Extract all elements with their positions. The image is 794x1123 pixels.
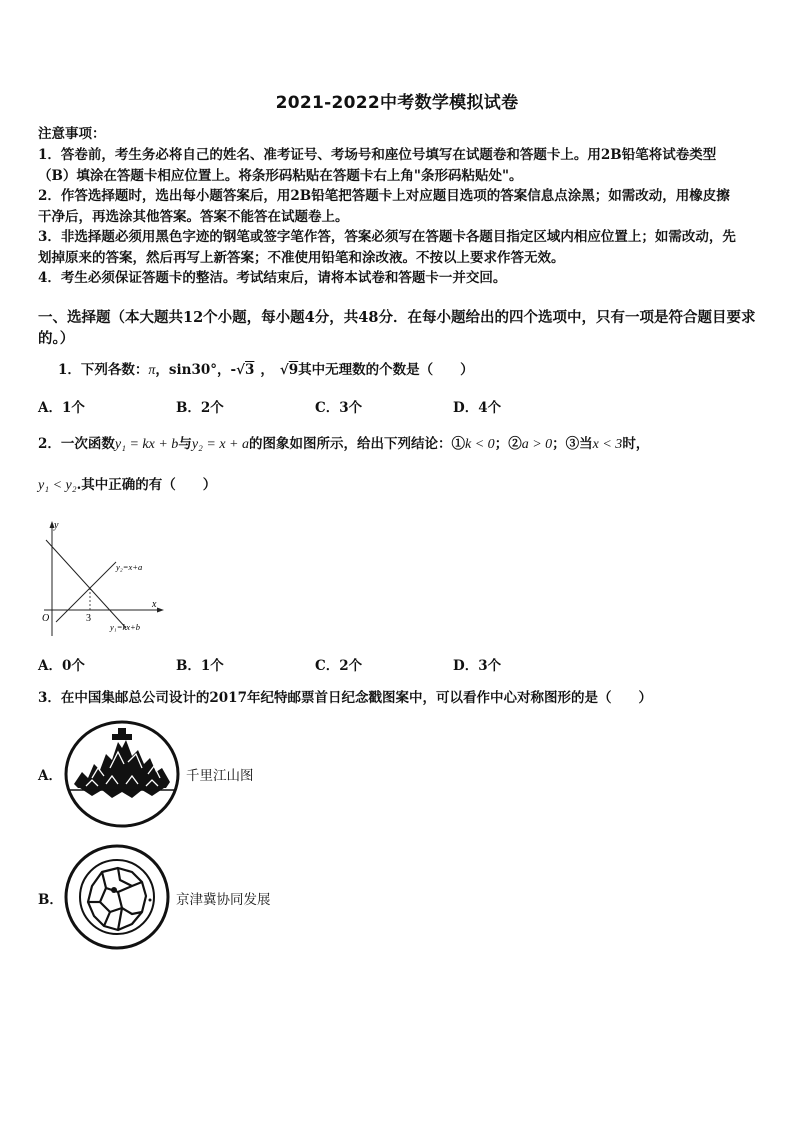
q2-option-b[interactable]: B．1个 <box>176 658 224 674</box>
notice-line-5: 3．非选择题必须用黑色字迹的钢笔或签字笔作答，答案必须写在答题卡各题目指定区域内相应位置上；如需改动，先 <box>38 229 736 245</box>
stamp-a-image <box>62 718 186 830</box>
x-axis-arrow <box>157 608 164 613</box>
q1-option-d[interactable]: D．4个 <box>453 400 502 416</box>
tick-3-label: 3 <box>86 613 91 624</box>
q1-sin: ，sin30°，- <box>155 362 237 378</box>
q2-function-2: y₂ = x + a <box>191 437 250 452</box>
stamp-b-image <box>62 842 172 952</box>
q2-option-a[interactable]: A．0个 <box>38 658 85 674</box>
y1-label: y₁=kx+b <box>110 622 140 632</box>
q1-pi: π <box>148 363 156 378</box>
region-map <box>88 868 146 930</box>
q2-conclusion-1: k < 0 <box>465 437 495 452</box>
y2-label: y₂=x+a <box>116 562 143 572</box>
q3-option-b-caption: 京津冀协同发展 <box>176 892 271 908</box>
notice-line-2: （B）填涂在答题卡相应位置上。将条形码粘贴在答题卡右上角"条形码粘贴处"。 <box>38 168 523 184</box>
q2-function-1: y₁ = kx + b <box>114 437 179 452</box>
q1-sqrt3: √3 <box>236 362 255 378</box>
origin-label: O <box>42 613 50 624</box>
notice-line-4: 干净后，再选涂其他答案。答案不能答在试题卷上。 <box>38 209 349 225</box>
y-axis-label: y <box>54 520 59 531</box>
q1-suffix: 其中无理数的个数是（ ） <box>298 362 474 378</box>
q3-option-b-letter[interactable]: B． <box>38 892 63 908</box>
q1-prefix: 1．下列各数： <box>58 362 149 378</box>
question-3: 3．在中国集邮总公司设计的2017年纪特邮票首日纪念戳图案中，可以看作中心对称图形的是（ ） <box>38 690 652 706</box>
question-1: 1．下列各数：π，sin30°，-√3 ， √9其中无理数的个数是（ ） <box>58 362 474 378</box>
stamp-b-inner-circle <box>80 860 154 934</box>
q1-sqrt9: √9 <box>279 362 299 378</box>
notice-line-7: 4．考生必须保证答题卡的整洁。考试结束后，请将本试卷和答题卡一并交回。 <box>38 270 507 286</box>
q1-option-a[interactable]: A．1个 <box>38 400 85 416</box>
question-2: 2．一次函数y₁ = kx + b与y₂ = x + a的图象如图所示，给出下列结论：①k < 0；②a > 0；③当x < 3时， <box>38 436 650 452</box>
q2-conclusion-2: a > 0 <box>521 437 553 452</box>
q2-option-c[interactable]: C．2个 <box>315 658 363 674</box>
x-axis-label: x <box>152 599 157 610</box>
notice-line-6: 划掉原来的答案，然后再写上新答案；不准使用铅笔和涂改液。不按以上要求作答无效。 <box>38 250 565 266</box>
mountain-pattern <box>74 728 170 798</box>
notice-heading: 注意事项： <box>38 126 106 142</box>
notice-line-3: 2．作答选择题时，选出每小题答案后，用2B铅笔把答题卡上对应题目选项的答案信息点涂黑；如需改动，用橡皮擦 <box>38 188 730 204</box>
stamp-b-outer-circle <box>66 846 168 948</box>
region-dot <box>111 887 117 893</box>
q2-option-d[interactable]: D．3个 <box>453 658 502 674</box>
section-heading-line-2: 的。） <box>38 330 75 347</box>
q1-option-b[interactable]: B．2个 <box>176 400 224 416</box>
page-title: 2021-2022中考数学模拟试卷 <box>275 93 519 113</box>
q2-function-graph <box>40 518 170 638</box>
q1-option-c[interactable]: C．3个 <box>315 400 363 416</box>
section-heading-line-1: 一、选择题（本大题共12个小题，每小题4分，共48分．在每小题给出的四个选项中，只有一项是符合题目要求 <box>38 309 756 326</box>
q2-conclusion-3: x < 3 <box>592 437 623 452</box>
question-2-line-2: y₁ < y₂.其中正确的有（ ） <box>38 477 217 493</box>
notice-line-1: 1．答卷前，考生务必将自己的姓名、准考证号、考场号和座位号填写在试题卷和答题卡上。用2B铅笔将试卷类型 <box>38 147 717 163</box>
q3-option-a-letter[interactable]: A． <box>38 768 62 784</box>
q3-option-a-caption: 千里江山图 <box>186 768 254 784</box>
